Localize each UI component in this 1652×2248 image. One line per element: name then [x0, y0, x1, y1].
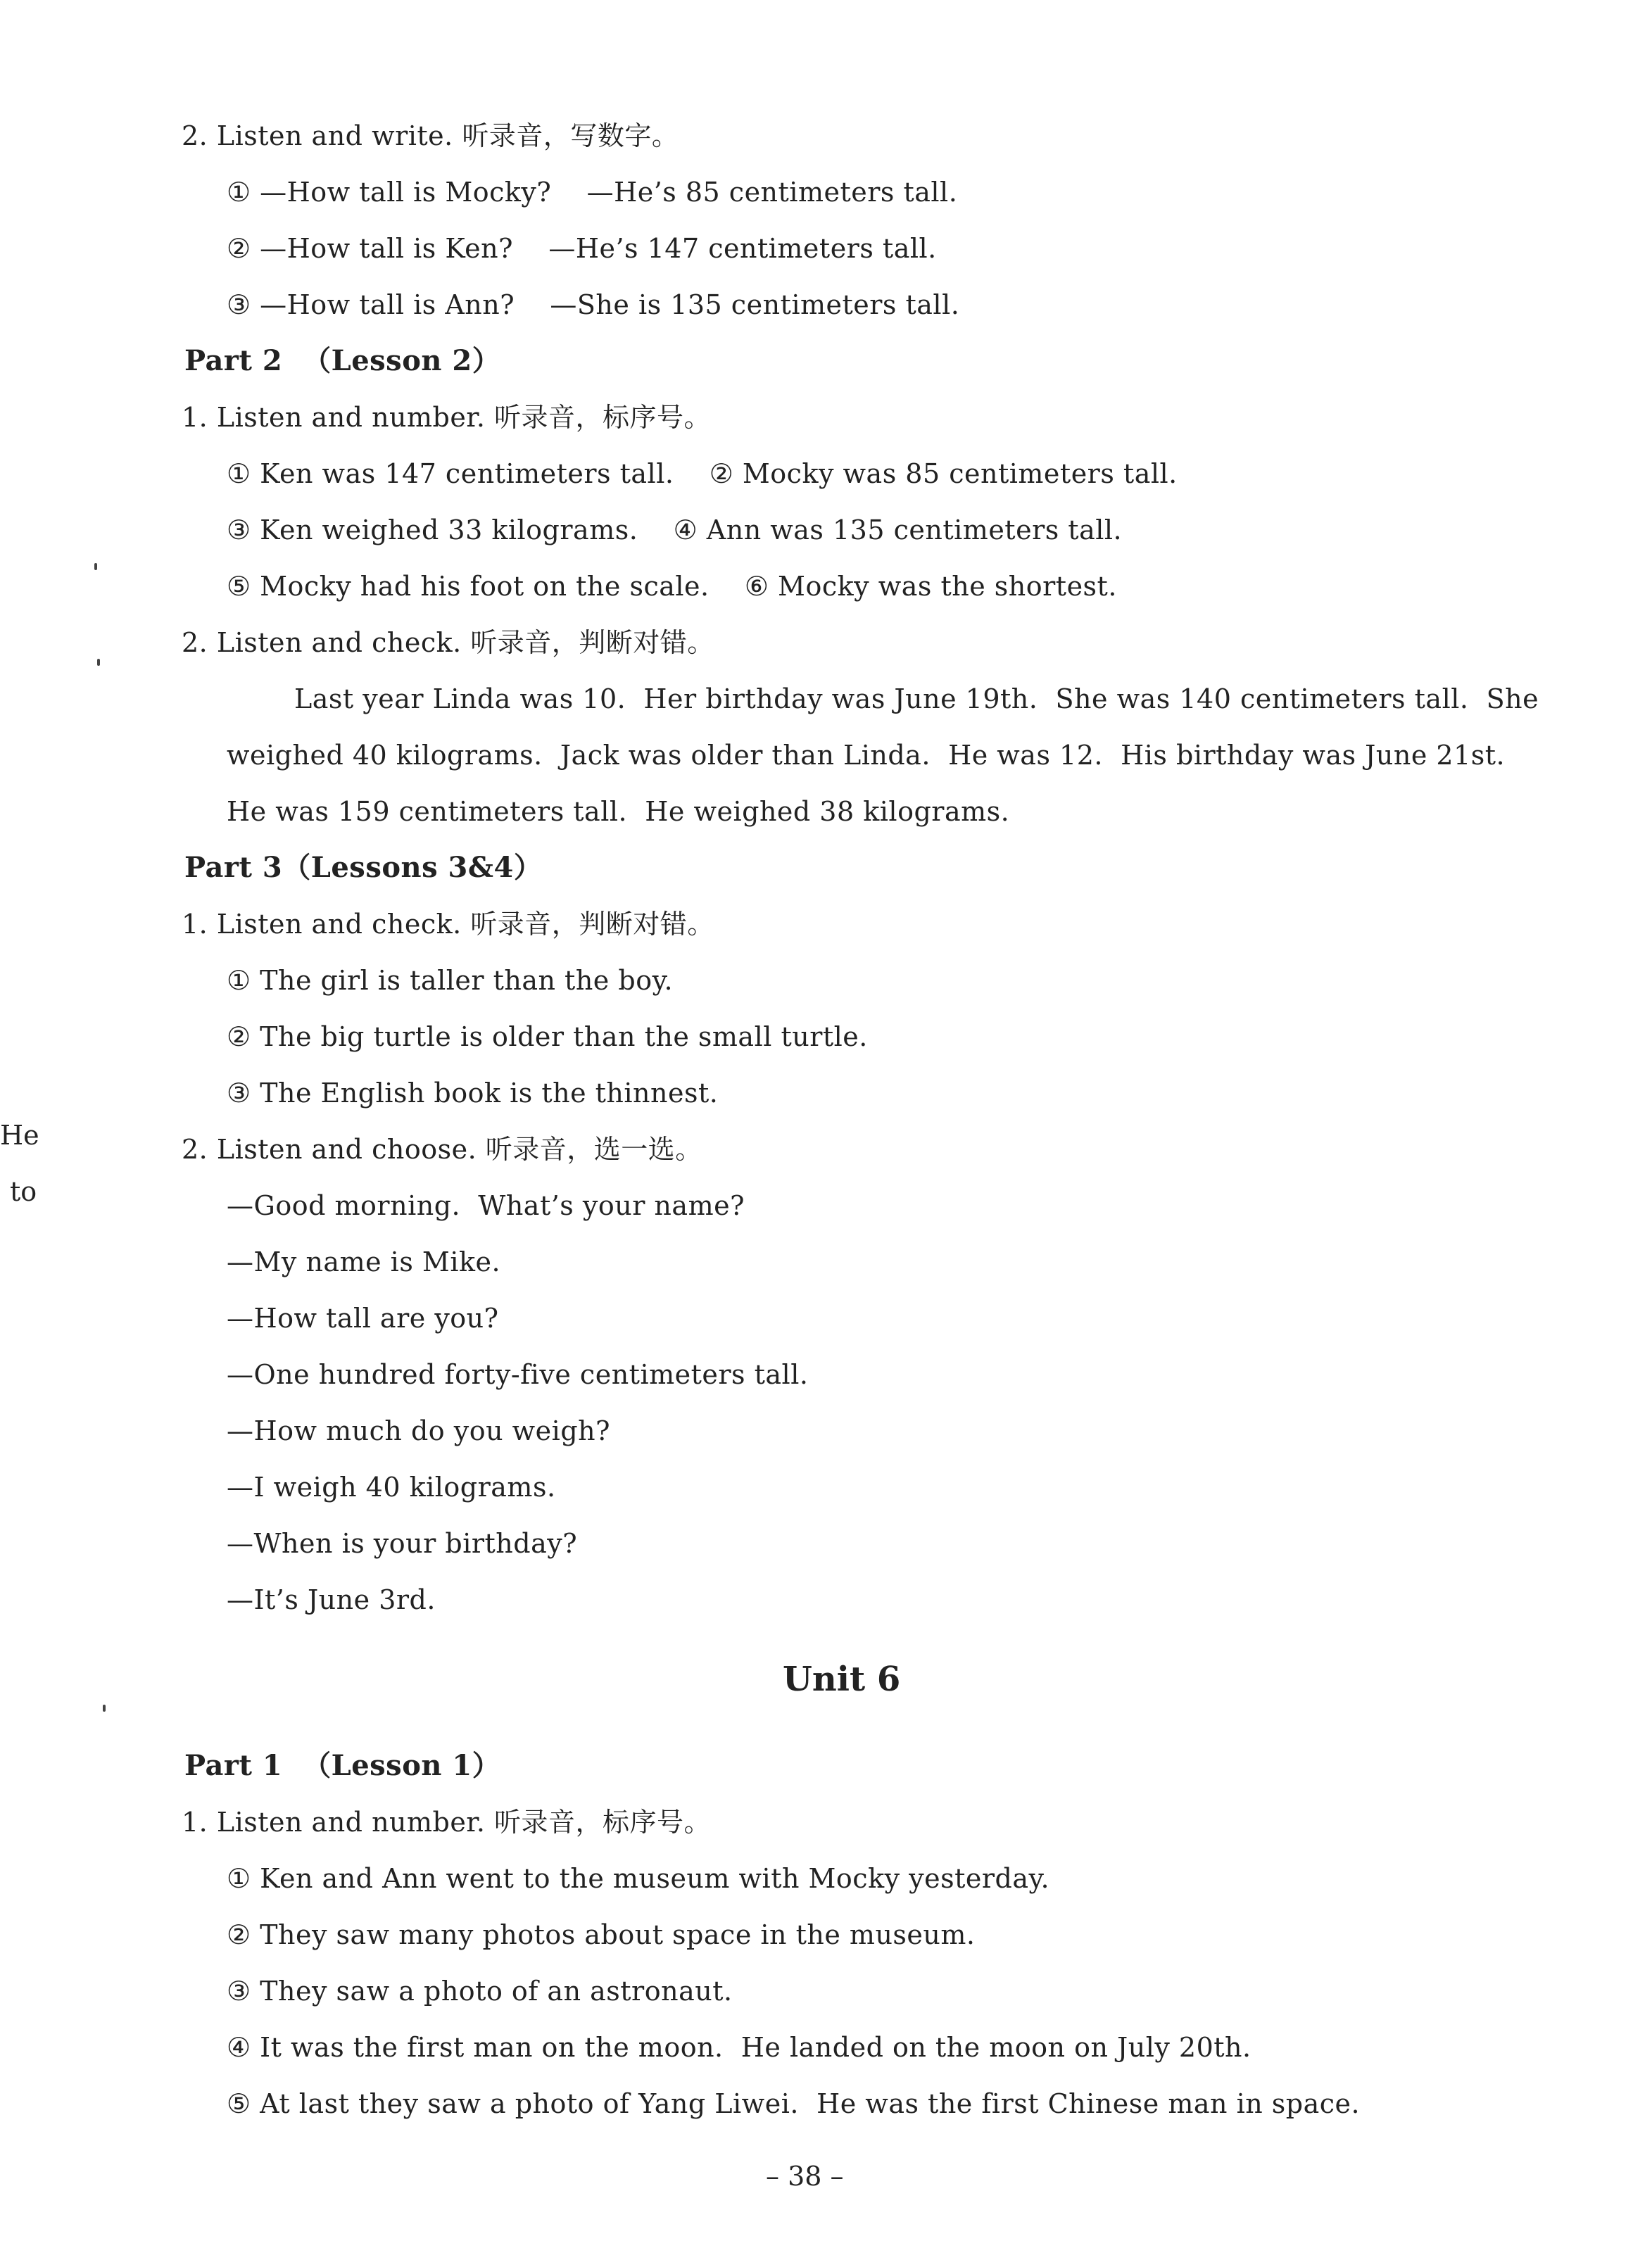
section-heading: 2. Listen and choose. 听录音，选一选。: [182, 1134, 702, 1165]
section-heading: 1. Listen and check. 听录音，判断对错。: [182, 909, 714, 940]
margin-fragment-he: He: [0, 1120, 39, 1151]
dialogue-line: —One hundred forty-five centimeters tall.: [227, 1359, 809, 1390]
part-heading: Part 1 （Lesson 1）: [184, 1749, 501, 1782]
list-item: ④ It was the first man on the moon. He landed on the moon on July 20th.: [227, 2032, 1251, 2063]
paragraph-line: Last year Linda was 10. Her birthday was June 19th. She was 140 centimeters tall. She: [294, 683, 1539, 714]
list-row: ⑤ Mocky had his foot on the scale. ⑥ Mocky was the shortest.: [227, 571, 1117, 602]
scan-mark: [97, 659, 100, 666]
list-item: ② —How tall is Ken? —He’s 147 centimeters tall.: [227, 233, 937, 264]
dialogue-line: —It’s June 3rd.: [227, 1584, 436, 1615]
list-item: ③ The English book is the thinnest.: [227, 1078, 719, 1109]
section-heading: 1. Listen and number. 听录音，标序号。: [182, 1807, 712, 1838]
list-item: ② They saw many photos about space in the museum.: [227, 1919, 976, 1950]
list-item: ① —How tall is Mocky? —He’s 85 centimeters tall.: [227, 177, 958, 208]
list-item: ① The girl is taller than the boy.: [227, 965, 674, 996]
part-heading: Part 3（Lessons 3&4）: [184, 851, 543, 884]
margin-fragment-to: to: [10, 1176, 37, 1207]
list-item: ② The big turtle is older than the small turtle.: [227, 1021, 868, 1052]
list-item: ③ —How tall is Ann? —She is 135 centimeters tall.: [227, 289, 960, 320]
scan-mark: [103, 1705, 106, 1712]
dialogue-line: —Good morning. What’s your name?: [227, 1190, 745, 1221]
section-heading: 1. Listen and number. 听录音，标序号。: [182, 402, 712, 433]
list-item: ① Ken and Ann went to the museum with Mocky yesterday.: [227, 1863, 1050, 1894]
paragraph-line: He was 159 centimeters tall. He weighed 38 kilograms.: [227, 796, 1010, 827]
page-number: – 38 –: [766, 2161, 844, 2192]
dialogue-line: —How much do you weigh?: [227, 1415, 610, 1446]
dialogue-line: —How tall are you?: [227, 1303, 499, 1334]
part-heading: Part 2 （Lesson 2）: [184, 344, 501, 377]
list-item: ⑤ At last they saw a photo of Yang Liwei. He was the first Chinese man in space.: [227, 2088, 1361, 2119]
dialogue-line: —My name is Mike.: [227, 1246, 501, 1277]
paragraph-line: weighed 40 kilograms. Jack was older than Linda. He was 12. His birthday was June 21st.: [227, 740, 1506, 771]
list-item: ③ They saw a photo of an astronaut.: [227, 1976, 733, 2007]
dialogue-line: —I weigh 40 kilograms.: [227, 1472, 556, 1503]
unit-title: Unit 6: [783, 1660, 901, 1699]
list-row: ③ Ken weighed 33 kilograms. ④ Ann was 135 centimeters tall.: [227, 514, 1123, 545]
section-heading: 2. Listen and write. 听录音，写数字。: [182, 120, 679, 151]
dialogue-line: —When is your birthday?: [227, 1528, 578, 1559]
section-heading: 2. Listen and check. 听录音，判断对错。: [182, 627, 714, 658]
list-row: ① Ken was 147 centimeters tall. ② Mocky was 85 centimeters tall.: [227, 458, 1178, 489]
scan-mark: [94, 563, 97, 570]
